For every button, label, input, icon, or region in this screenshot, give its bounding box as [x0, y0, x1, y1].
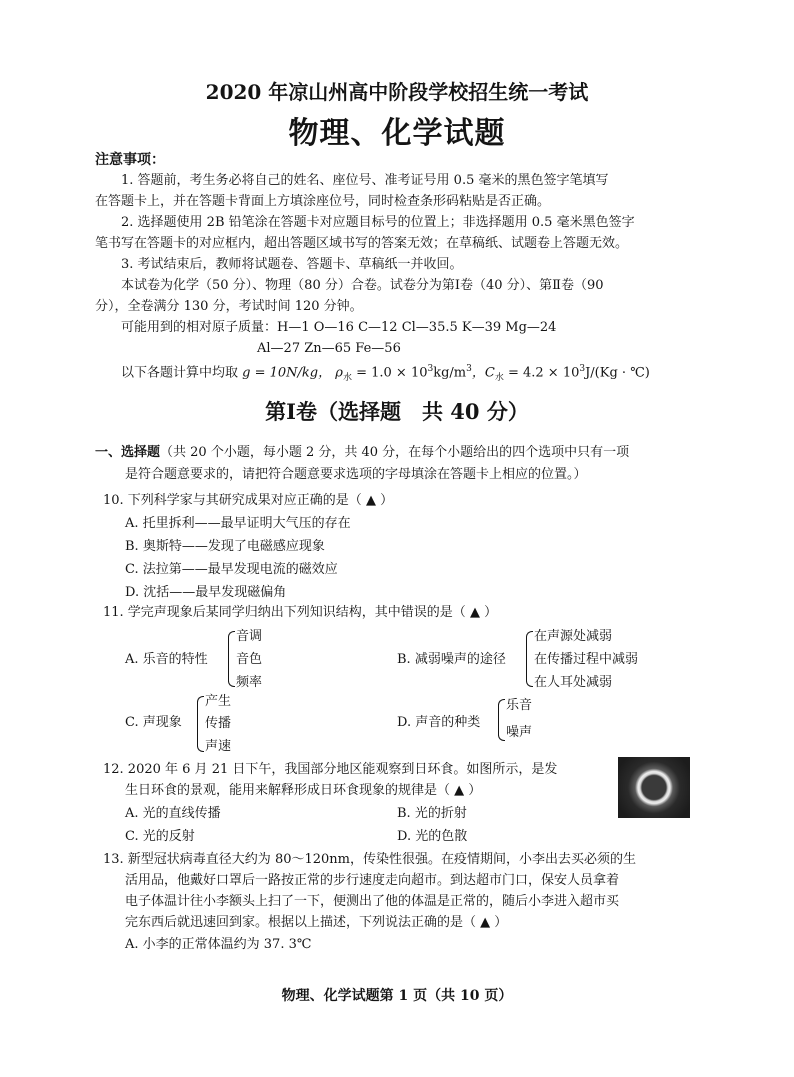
- page-footer: 物理、化学试题第 1 页（共 10 页）: [281, 988, 513, 1004]
- part-1-title: 第Ⅰ卷（选择题 共 40 分）: [265, 399, 529, 424]
- q12-option-b: B. 光的折射: [397, 806, 467, 821]
- q12-option-a: A. 光的直线传播: [125, 806, 221, 821]
- notice-heading: 注意事项：: [95, 152, 165, 168]
- constant-c-symbol: ，C: [471, 365, 495, 381]
- q11-c-item: 传播: [205, 716, 232, 731]
- q13-option-a: A. 小李的正常体温约为 37. 3℃: [125, 937, 312, 952]
- q11-c-label: C. 声现象: [125, 715, 182, 730]
- constant-rho-unit-exp: 3: [466, 364, 472, 374]
- notice-item-3: 3. 考试结束后，教师将试题卷、答题卡、草稿纸一并收回。: [121, 257, 463, 272]
- q11-b-item: 在人耳处减弱: [534, 675, 613, 690]
- paper-title: 物理、化学试题: [288, 116, 506, 151]
- q11-d-label: D. 声音的种类: [397, 715, 481, 730]
- constant-c-exp: 3: [579, 364, 586, 374]
- q11-a-item: 音色: [236, 652, 263, 667]
- q11-b-item: 在传播过程中减弱: [534, 652, 639, 667]
- constant-rho-unit: kg/m: [433, 365, 467, 381]
- notice-item-1-line-2: 在答题卡上，并在答题卡背面上方填涂座位号，同时检查条形码粘贴是否正确。: [95, 194, 551, 209]
- exam-info-line-1: 本试卷为化学（50 分）、物理（80 分）合卷。试卷分为第Ⅰ卷（40 分）、第Ⅱ卷（90: [121, 278, 604, 293]
- q10-option-d: D. 沈括——最早发现磁偏角: [125, 585, 287, 600]
- q11-d-item: 乐音: [506, 698, 533, 713]
- constant-c-unit: J/(Kg · ℃): [585, 365, 650, 381]
- q11-d-brace: [498, 699, 505, 741]
- q13-stem-line-1: 13. 新型冠状病毒直径大约为 80～120nm，传染性很强。在疫情期间，小李出去买必须的生: [103, 852, 636, 867]
- q11-a-item: 频率: [236, 675, 263, 690]
- q12-option-d: D. 光的色散: [397, 829, 468, 844]
- q11-c-item: 声速: [205, 739, 232, 754]
- q11-b-item: 在声源处减弱: [534, 629, 613, 644]
- calc-constants: [121, 360, 650, 388]
- q11-c-brace: [197, 696, 204, 752]
- constant-g: g = 10N/kg，: [242, 365, 332, 381]
- constant-c-sub: 水: [494, 372, 504, 383]
- q13-stem-line-3: 电子体温计往小李额头上扫了一下，便测出了他的体温是正常的，随后小李进入超市买: [125, 894, 620, 909]
- q12-stem-line-1: 12. 2020 年 6 月 21 日下午，我国部分地区能观察到日环食。如图所示，是发: [103, 762, 558, 777]
- q10-option-b: B. 奥斯特——发现了电磁感应现象: [125, 539, 325, 554]
- q11-b-label: B. 减弱噪声的途径: [397, 652, 506, 667]
- q11-a-label: A. 乐音的特性: [125, 652, 208, 667]
- q11-a-item: 音调: [236, 629, 263, 644]
- q11-a-brace: [228, 631, 235, 687]
- notice-item-2-line-2: 笔书写在答题卡的对应框内，超出答题区域书写的答案无效；在草稿纸、试题卷上答题无效。: [95, 236, 629, 251]
- constant-rho-sub: 水: [342, 372, 352, 383]
- q12-stem-line-2: 生日环食的景观，能用来解释形成日环食现象的规律是（ ▲ ）: [125, 783, 482, 798]
- q11-d-item: 噪声: [506, 725, 533, 740]
- exam-title: 2020 年凉山州高中阶段学校招生统一考试: [205, 80, 589, 104]
- section-1-label: 一、选择题: [95, 445, 161, 460]
- q10-stem: 10. 下列科学家与其研究成果对应正确的是（ ▲ ）: [103, 493, 394, 508]
- q12-option-c: C. 光的反射: [125, 829, 195, 844]
- constant-rho-value: = 1.0 × 10: [351, 365, 428, 381]
- notice-item-1-line-1: 1. 答题前，考生务必将自己的姓名、座位号、准考证号用 0.5 毫米的黑色签字笔填写: [121, 173, 609, 188]
- constant-rho-symbol: ρ: [335, 365, 343, 381]
- q11-c-item: 产生: [205, 694, 232, 709]
- atomic-masses-line-2: Al—27 Zn—65 Fe—56: [257, 341, 401, 356]
- annular-eclipse-image: [618, 757, 690, 818]
- exam-info-line-2: 分），全卷满分 130 分，考试时间 120 分钟。: [95, 299, 363, 314]
- section-1-desc: （共 20 个小题，每小题 2 分，共 40 分，在每个小题给出的四个选项中只有一项: [160, 445, 630, 460]
- section-1-line-1: [95, 443, 629, 462]
- constants-prefix: 以下各题计算中均取: [121, 365, 239, 381]
- q10-option-c: C. 法拉第——最早发现电流的磁效应: [125, 562, 338, 577]
- q13-stem-line-2: 活用品，他戴好口罩后一路按正常的步行速度走向超市。到达超市门口，保安人员拿着: [125, 873, 620, 888]
- q11-b-brace: [526, 631, 533, 687]
- notice-item-2-line-1: 2. 选择题使用 2B 铅笔涂在答题卡对应题目标号的位置上；非选择题用 0.5 毫米黑色签字: [121, 215, 635, 230]
- constant-c-value: = 4.2 × 10: [503, 365, 580, 381]
- atomic-masses-line-1: 可能用到的相对原子质量：H—1 O—16 C—12 Cl—35.5 K—39 Mg—24: [121, 320, 557, 335]
- q11-stem: 11. 学完声现象后某同学归纳出下列知识结构，其中错误的是（ ▲ ）: [103, 605, 498, 620]
- q10-option-a: A. 托里拆利——最早证明大气压的存在: [125, 516, 351, 531]
- section-1-line-2: 是符合题意要求的，请把符合题意要求选项的字母填涂在答题卡上相应的位置。）: [125, 467, 587, 482]
- q13-stem-line-4: 完东西后就迅速回到家。根据以上描述，下列说法正确的是（ ▲ ）: [125, 915, 508, 930]
- constant-rho-exp: 3: [427, 364, 434, 374]
